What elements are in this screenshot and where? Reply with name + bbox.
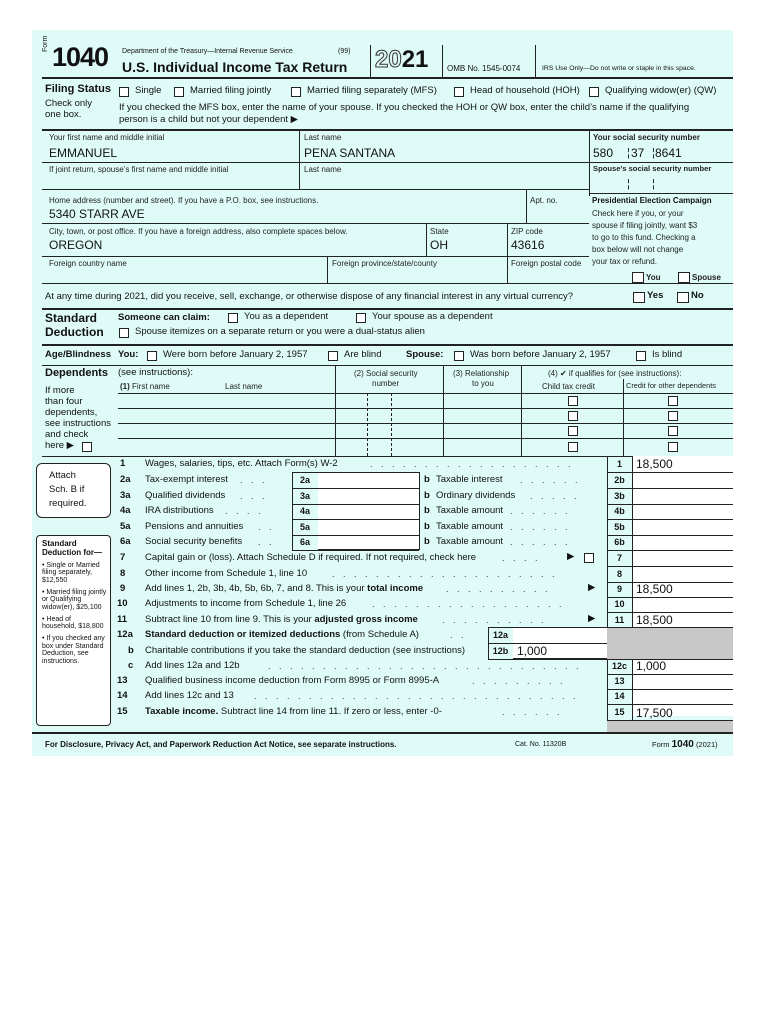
- dep2-child-credit-checkbox[interactable]: [568, 411, 578, 421]
- line-9-text-b: total income: [367, 583, 424, 594]
- dep-col4-child: Child tax credit: [542, 382, 595, 391]
- dep-col2-line2: number: [372, 379, 400, 388]
- line-15-value[interactable]: 17,500: [636, 706, 673, 720]
- form-title: U.S. Individual Income Tax Return: [122, 59, 348, 75]
- filing-instruction-2: person is a child but not your dependent ▶: [119, 114, 298, 125]
- pec-title: Presidential Election Campaign: [592, 196, 712, 205]
- footer-form-num: 1040: [671, 739, 694, 750]
- ssn-part-2[interactable]: 37: [631, 146, 645, 160]
- line-15-text-a: Taxable income.: [145, 706, 219, 717]
- line-8-text: Other income from Schedule 1, line 10: [145, 568, 308, 579]
- virtual-no-checkbox[interactable]: [677, 292, 689, 303]
- city-label: City, town, or post office. If you have a foreign address, also complete spaces below.: [49, 227, 348, 236]
- married-jointly-label: Married filing jointly: [190, 85, 272, 96]
- line-5b-box: 5b: [614, 522, 625, 532]
- single-checkbox[interactable]: [119, 87, 129, 97]
- dep-col1-last: Last name: [225, 382, 263, 391]
- spouse-born-label: Was born before January 2, 1957: [470, 349, 611, 360]
- hoh-checkbox[interactable]: [454, 87, 464, 97]
- line-1-num: 1: [120, 458, 126, 469]
- line-12a-num: 12a: [117, 629, 133, 640]
- line-3b-text: Ordinary dividends: [436, 490, 516, 501]
- pec-you-label: You: [646, 273, 661, 282]
- line-7-checkbox[interactable]: [584, 553, 594, 563]
- spouse-ssn-label: Spouse’s social security number: [593, 164, 712, 173]
- itemizes-checkbox[interactable]: [119, 328, 129, 338]
- apt-label: Apt. no.: [530, 196, 558, 205]
- footer-disclosure: For Disclosure, Privacy Act, and Paperwork Reduction Act Notice, see separate instructions.: [45, 740, 397, 749]
- line-12c-text: Add lines 12a and 12b: [145, 660, 240, 671]
- line-10-num: 10: [117, 598, 128, 609]
- line-2a-text: Tax-exempt interest: [145, 474, 228, 485]
- dep-col1-num: (1): [120, 382, 130, 391]
- line-12b-text: Charitable contributions if you take the standard deduction (see instructions): [145, 645, 466, 656]
- footer-form: [652, 739, 718, 751]
- line-3b-box: 3b: [614, 491, 625, 501]
- first-name-label: Your first name and middle initial: [49, 133, 165, 142]
- line-1-box: 1: [616, 459, 622, 469]
- pec-spouse-label: Spouse: [692, 273, 721, 282]
- spouse-blind-checkbox[interactable]: [636, 351, 646, 361]
- mfs-checkbox[interactable]: [291, 87, 301, 97]
- line-3a-num: 3a: [120, 490, 131, 501]
- line-4b-box: 4b: [614, 506, 625, 516]
- dep-col3-line1: (3) Relationship: [453, 369, 510, 378]
- line-5a-box: 5a: [299, 522, 310, 532]
- line-5b-num: b: [424, 521, 430, 532]
- line-10-box: 10: [614, 599, 625, 609]
- line-10-text: Adjustments to income from Schedule 1, line 26: [145, 598, 347, 609]
- line-14-box: 14: [614, 691, 625, 701]
- dep-col4-other: Credit for other dependents: [626, 381, 716, 390]
- std-note-item-2: • Married filing jointly or Qualifying widow(er), $25,100: [42, 588, 107, 612]
- virtual-yes-label: Yes: [647, 290, 664, 301]
- virtual-yes-checkbox[interactable]: [633, 292, 645, 303]
- std-note-item-3: • Head of household, $18,800: [42, 615, 104, 631]
- line-5a-num: 5a: [120, 521, 131, 532]
- line-11-num: 11: [117, 614, 128, 625]
- someone-can-claim: Someone can claim:: [118, 312, 210, 323]
- line-3a-box: 3a: [299, 491, 310, 501]
- home-address-value[interactable]: 5340 STARR AVE: [49, 207, 145, 221]
- dep3-other-credit-checkbox[interactable]: [668, 426, 678, 436]
- line-2b-text: Taxable interest: [436, 474, 503, 485]
- line-9-text-a: Add lines 1, 2b, 3b, 4b, 5b, 6b, 7, and 8. This is your: [145, 583, 368, 594]
- line-8-num: 8: [120, 568, 126, 579]
- line-2a-box: 2a: [299, 475, 310, 485]
- line-11-text-a: Subtract line 10 from line 9. This is your: [145, 614, 315, 625]
- pec-you-checkbox[interactable]: [632, 272, 644, 283]
- dep1-child-credit-checkbox[interactable]: [568, 396, 578, 406]
- spouse-blind-label: Is blind: [652, 349, 683, 360]
- single-label: Single: [135, 85, 162, 96]
- std-note-item-1: • Single or Married filing separately, $12,550: [42, 561, 100, 584]
- pec-line-1: Check here if you, or your: [592, 209, 684, 218]
- line-11-box: 11: [614, 615, 625, 625]
- line-13-text: Qualified business income deduction from Form 8995 or Form 8995-A: [145, 675, 440, 686]
- dependents-title: Dependents: [45, 367, 108, 379]
- dependents-side-5: and check: [45, 429, 89, 440]
- code-99: (99): [338, 48, 351, 55]
- last-name-value[interactable]: PENA SANTANA: [304, 146, 396, 160]
- footer-form-word: Form: [652, 740, 670, 749]
- line-13-num: 13: [117, 675, 128, 686]
- line-15-box: 15: [614, 707, 625, 717]
- line-15-num: 15: [117, 706, 128, 717]
- attach-sch-b-note: [36, 463, 111, 518]
- department: Department of the Treasury—Internal Revenue Service: [122, 48, 293, 55]
- line-1-value[interactable]: 18,500: [636, 457, 673, 471]
- line-11-text-b: adjusted gross income: [314, 614, 418, 625]
- dep1-other-credit-checkbox[interactable]: [668, 396, 678, 406]
- age-you-label: You:: [118, 349, 139, 360]
- line-11-value[interactable]: 18,500: [636, 613, 673, 627]
- line-12c-num: c: [128, 660, 134, 671]
- form-word: Form: [42, 35, 49, 52]
- foreign-province-label: Foreign province/state/county: [332, 259, 437, 268]
- dependents-see: (see instructions):: [118, 367, 193, 378]
- line-7-num: 7: [120, 552, 126, 563]
- you-dependent-label: You as a dependent: [244, 311, 329, 322]
- line-12a-text-a: Standard deduction or itemized deductions: [145, 629, 341, 640]
- qw-checkbox[interactable]: [589, 87, 599, 97]
- line-15-text: [145, 707, 442, 718]
- line-12a-box: 12a: [492, 630, 509, 640]
- line-2b-num: b: [424, 474, 430, 485]
- line-6b-text: Taxable amount: [436, 536, 504, 547]
- line-12a-text: [145, 630, 419, 641]
- foreign-country-label: Foreign country name: [49, 259, 127, 268]
- footer-cat-no: Cat. No. 11320B: [515, 741, 567, 748]
- attach-line-3: required.: [49, 498, 87, 509]
- dep4-child-credit-checkbox[interactable]: [568, 442, 578, 452]
- form-number: 1040: [52, 42, 109, 72]
- line-4a-text: IRA distributions: [145, 505, 214, 516]
- one-box: one box.: [45, 109, 82, 120]
- line-14-text: Add lines 12c and 13: [145, 690, 234, 701]
- more-dependents-checkbox[interactable]: [82, 442, 92, 452]
- itemizes-label: Spouse itemizes on a separate return or you were a dual-status alien: [135, 326, 425, 337]
- line-4b-text: Taxable amount: [436, 505, 504, 516]
- you-born-label: Were born before January 2, 1957: [163, 349, 308, 360]
- pec-spouse-checkbox[interactable]: [678, 272, 690, 283]
- virtual-no-label: No: [691, 290, 704, 301]
- ssn-part-1[interactable]: 580: [593, 146, 614, 160]
- dep-col4-header: (4) ✔ if qualifies for (see instructions):: [548, 369, 682, 378]
- dep-col3-line2: to you: [472, 379, 494, 388]
- line-6a-num: 6a: [120, 536, 131, 547]
- you-blind-checkbox[interactable]: [328, 351, 338, 361]
- standard-title-2: Deduction: [45, 325, 104, 339]
- married-jointly-checkbox[interactable]: [174, 87, 184, 97]
- dep2-other-credit-checkbox[interactable]: [668, 411, 678, 421]
- dep-col1-first: First name: [132, 382, 170, 391]
- line-6a-box: 6a: [299, 537, 310, 547]
- line-5a-text: Pensions and annuities: [145, 521, 244, 532]
- state-value[interactable]: OH: [430, 238, 448, 252]
- spouse-born-checkbox[interactable]: [454, 351, 464, 361]
- city-value[interactable]: OREGON: [49, 238, 103, 252]
- you-dependent-checkbox[interactable]: [228, 313, 238, 323]
- spouse-dependent-label: Your spouse as a dependent: [372, 311, 493, 322]
- you-born-checkbox[interactable]: [147, 351, 157, 361]
- last-name-label: Last name: [304, 133, 342, 142]
- age-blindness-title: Age/Blindness: [45, 349, 111, 360]
- line-12c-box: 12c: [611, 661, 628, 671]
- standard-title-1: Standard: [45, 311, 98, 325]
- zip-label: ZIP code: [511, 227, 543, 236]
- home-address-label: Home address (number and street). If you have a P.O. box, see instructions.: [49, 196, 319, 205]
- filing-status-title: Filing Status: [45, 83, 111, 95]
- foreign-postal-label: Foreign postal code: [511, 259, 582, 268]
- year-bold: 21: [401, 46, 429, 73]
- attach-line-2: Sch. B if: [49, 484, 85, 495]
- line-4b-num: b: [424, 505, 430, 516]
- attach-line-1: Attach: [49, 470, 76, 481]
- line-6a-text: Social security benefits: [145, 536, 243, 547]
- line-2b-box: 2b: [614, 475, 625, 485]
- first-name-value[interactable]: EMMANUEL: [49, 146, 118, 160]
- dep3-child-credit-checkbox[interactable]: [568, 426, 578, 436]
- dependents-side-2: than four: [45, 396, 83, 407]
- dependents-side-4: see instructions: [45, 418, 112, 429]
- line-5b-text: Taxable amount: [436, 521, 504, 532]
- age-spouse-label: Spouse:: [406, 349, 444, 360]
- line-12b-box: 12b: [492, 646, 509, 656]
- pec-line-5: your tax or refund.: [592, 257, 657, 266]
- line-8-box: 8: [616, 569, 622, 579]
- line-2a-num: 2a: [120, 474, 131, 485]
- form-1040: Form 1040 Department of the Treasury—Internal Revenue Service (99) U.S. Individual Income Tax Return 2021 OMB No. 1545-0074 IRS Use Only—Do not write or staple in this space. Filing Status Check only one box. Single Married filing jointly Married filing separately (MFS) Head of household (HOH) Qualifying widow(er) (QW) If you checked the MFS box, enter the name of your spouse. If you checked the HOH or QW box, enter the child’s name if the qualifying person is a child but not your dependent ▶ Your first name and middle initial EMMANUEL Last name PENA SANTANA Your social security number 580 ¦ 37 ¦ 8641 If joint return, spouse’s first name and middle initial Last name Spouse’s social security number ¦ ¦ Home address (number and street). If you have a P.O. box, see instructions. 5340 STARR AVE Apt. no. City, town, or post office. If you have a foreign address, also complete spaces below. OREGON State OH ZIP code 43616 Foreign country name Foreign province/state/county Foreign postal code Presidential Election Campaign Check here if you, or your spouse if filing jointly, want $3 to go to this fund. Checking a box below will not change your tax or refund. You Spouse At any time during 2021, did you receive, sell, exchange, or otherwise dispose of any financial interest in any virtual currency? Yes No Standard Deduction Someone can claim: You as a dependent Your spouse as a dependent Spouse itemizes on a separate return or you were a dual-status alien Age/Blindness You: Were born before January 2, 1957 Are blind Spouse: Was born before January 2, 1957 Is blind Dependents (see instructions): If more than four dependents, see instructions and check here ▶ (1) First name Last name (2) Social security number (3) Relationship to you (4) ✔ if qualifies for (see instructions): Child tax credit Credit for other dependents Attach Sch. B if required. Standard Deduction for— • Single or Married filing separately, $12,550 • Married filing jointly or Qualifying widow(er), $25,100 • Head of household, $18,800 • If you checked any box under Standard Deduction, see instructions. 1 Wages, salaries, tips, etc. Attach Form(s) W-2 . . . . . . . . . . . . . . . . . . . 1 18,500 2a Tax-exempt interest . . . 2a b Taxable interest . . . . . . 2b 3a Qualified dividends . . . 3a b Ordinary dividends . . . . . 3b 4a IRA distributions . . . . 4a b Taxable amount . . . . . . 4b 5a Pensions and annuities . . 5a b Taxable amount . . . . . . 5b 6a Social security benefits . . 6a b Taxable amount . . . . . . 6b 7 Capital gain or (loss). Attach Schedule D if required. If not required, check here . . . . ▶ 7 8 Other income from Schedule 1, line 10 . . . . . . . . . . . . . . . . . . . . . 8 9 Add lines 1, 2b, 3b, 4b, 5b, 6b, 7, and 8. This is your total income . . . . . . . . . . ▶ 9 18,500 10 Adjustments to income from Schedule 1, line 26 . . . . . . . . . . . . . . . . . . 10 11 Subtract line 10 from line 9. This is your adjusted gross income . . . . . . . . . . ▶ 11 18,500 12a Standard deduction or itemized deductions (from Schedule A) . . 12a b Charitable contributions if you take the standard deduction (see instructions) 12b 1,000 c Add lines 12a and 12b . . . . . . . . . . . . . . . . . . . . . . . . . . . . . 12c 1,000 13 Qualified business income deduction from Form 8995 or Form 8995-A . . . . . . . . . 13 14 Add lines 12c and 13 . . . . . . . . . . . . . . . . . . . . . . . . . . . . . . 14 15 Taxable income. Subtract line 14 from line 11. If zero or less, enter -0- . . . . . . 15 17,500 For Disclosure, Privacy Act, and Paperwork Reduction Act Notice, see separate instructions. Cat. No. 11320B Form 1040 (2021): [32, 30, 733, 756]
- you-blind-label: Are blind: [344, 349, 382, 360]
- line-3a-text: Qualified dividends: [145, 490, 226, 501]
- line-7-box: 7: [616, 553, 622, 563]
- footer-year: (2021): [695, 740, 718, 749]
- dep-col1-header: [120, 382, 170, 391]
- line-6b-box: 6b: [614, 537, 625, 547]
- pec-line-3: to go to this fund. Checking a: [592, 233, 696, 242]
- virtual-currency-question: At any time during 2021, did you receive, sell, exchange, or otherwise dispose of any financial interest in any virtual currency?: [45, 291, 574, 302]
- line-12c-value[interactable]: 1,000: [636, 659, 667, 673]
- line-13-box: 13: [614, 676, 625, 686]
- line-9-text: [145, 584, 423, 595]
- line-6b-num: b: [424, 536, 430, 547]
- spouse-first-label: If joint return, spouse’s first name and middle initial: [49, 165, 229, 174]
- ssn-part-3[interactable]: 8641: [655, 146, 682, 160]
- year-outline: 20: [375, 46, 402, 73]
- line-9-num: 9: [120, 583, 126, 594]
- zip-value[interactable]: 43616: [511, 238, 545, 252]
- spouse-last-label: Last name: [304, 165, 342, 174]
- line-3b-num: b: [424, 490, 430, 501]
- line-9-box: 9: [616, 584, 622, 594]
- hoh-label: Head of household (HOH): [470, 85, 580, 96]
- line-12a-text-b: (from Schedule A): [340, 629, 419, 640]
- line-12b-value[interactable]: 1,000: [517, 644, 548, 658]
- pec-line-2: spouse if filing jointly, want $3: [592, 221, 698, 230]
- shaded-12a-12b: [607, 627, 733, 659]
- line-7-text: Capital gain or (loss). Attach Schedule D if required. If not required, check here: [145, 552, 477, 563]
- omb-number: OMB No. 1545-0074: [447, 64, 521, 73]
- line-9-value[interactable]: 18,500: [636, 582, 673, 596]
- shaded-bottom: [607, 720, 733, 732]
- amount-box-2a-6a: [318, 472, 419, 550]
- pec-line-4: box below will not change: [592, 245, 684, 254]
- ssn-label: Your social security number: [593, 133, 700, 142]
- dependents-side-3: dependents,: [45, 407, 98, 418]
- line-4a-box: 4a: [299, 506, 310, 516]
- dep-col2-line1: (2) Social security: [354, 369, 418, 378]
- irs-use-only: IRS Use Only—Do not write or staple in this space.: [542, 65, 696, 72]
- tax-year: [375, 46, 428, 74]
- std-note-title: Standard Deduction for—: [42, 539, 102, 557]
- line-14-num: 14: [117, 690, 128, 701]
- line-1-text: Wages, salaries, tips, etc. Attach Form(s) W-2: [145, 458, 338, 469]
- dep4-other-credit-checkbox[interactable]: [668, 442, 678, 452]
- std-note-item-4: • If you checked any box under Standard Deduction, see instructions.: [42, 635, 105, 666]
- std-deduction-note: [36, 535, 111, 726]
- filing-instruction-1: If you checked the MFS box, enter the name of your spouse. If you checked the HOH or QW box, enter the child’s name if the qualifying: [119, 102, 690, 113]
- mfs-label: Married filing separately (MFS): [307, 85, 437, 96]
- qw-label: Qualifying widow(er) (QW): [605, 85, 717, 96]
- dependents-side-6: here ▶: [45, 440, 74, 451]
- state-label: State: [430, 227, 449, 236]
- spouse-dependent-checkbox[interactable]: [356, 313, 366, 323]
- dependents-side-1: If more: [45, 385, 75, 396]
- line-4a-num: 4a: [120, 505, 131, 516]
- line-11-text: [145, 615, 418, 626]
- check-only: Check only: [45, 98, 92, 109]
- line-12b-num: b: [128, 645, 134, 656]
- line-15-text-b: Subtract line 14 from line 11. If zero or less, enter -0-: [218, 706, 442, 717]
